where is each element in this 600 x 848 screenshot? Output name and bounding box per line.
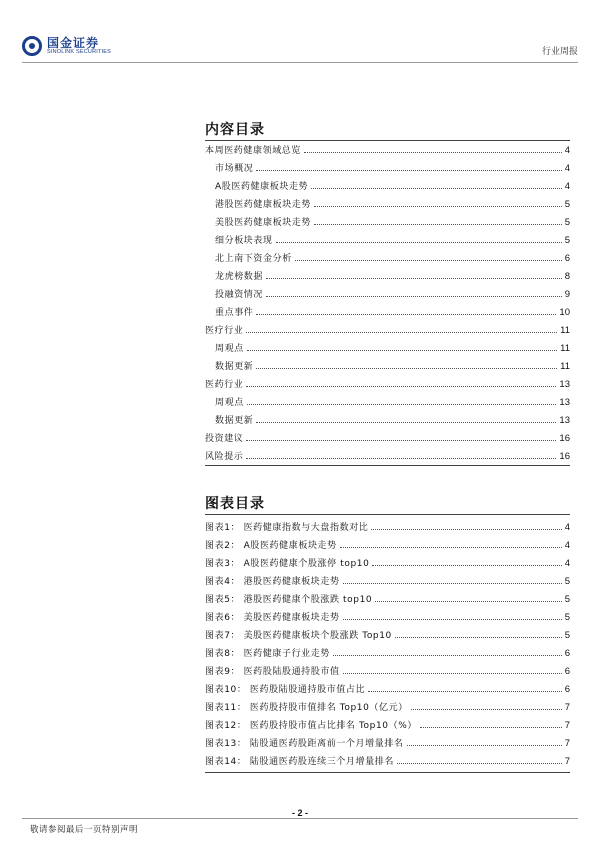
footer-divider <box>22 818 578 819</box>
figure-entry-page: 7 <box>564 720 570 731</box>
toc-entry-label: 龙虎榜数据 <box>215 272 264 282</box>
figure-entry[interactable] <box>205 587 570 605</box>
figure-entry-label: 图表5： 港股医药健康个股涨跌 top10 <box>205 595 373 605</box>
toc-entry-label: 医药行业 <box>205 380 244 390</box>
figure-entry-label: 图表13： 陆股通医药股距离前一个月增量排名 <box>205 739 404 749</box>
dot-leader <box>246 439 556 441</box>
toc-entry-label: 风险提示 <box>205 452 244 462</box>
figure-entry[interactable] <box>205 533 570 551</box>
page-number: - 2 - <box>291 808 308 818</box>
toc-entry-page: 13 <box>559 415 570 426</box>
figure-entry[interactable] <box>205 677 570 695</box>
dot-leader <box>314 205 562 207</box>
dot-leader <box>407 744 562 746</box>
dot-leader <box>256 421 556 423</box>
toc-entry-page: 8 <box>564 271 570 282</box>
dot-leader <box>371 528 561 530</box>
figure-entry-label: 图表2： A股医药健康板块走势 <box>205 541 337 551</box>
dot-leader <box>340 546 562 548</box>
dot-leader <box>266 295 562 297</box>
toc-entry-page: 13 <box>559 379 570 390</box>
toc-entry[interactable] <box>205 372 570 390</box>
toc-entry[interactable] <box>205 156 570 174</box>
figure-entry-page: 6 <box>564 684 570 695</box>
figure-entry[interactable] <box>205 731 570 749</box>
toc-entry[interactable] <box>205 264 570 282</box>
dot-leader <box>333 654 562 656</box>
dot-leader <box>276 241 562 243</box>
toc-title: 内容目录 <box>205 122 265 138</box>
toc-entry-page: 4 <box>564 163 570 174</box>
company-logo <box>22 36 111 56</box>
figure-entry-page: 7 <box>564 756 570 767</box>
toc-entry-label: 北上南下资金分析 <box>215 254 292 264</box>
figure-entry-label: 图表11： 医药股持股市值排名 Top10（亿元） <box>205 703 408 713</box>
toc-entry-label: 投资建议 <box>205 434 244 444</box>
toc-entry[interactable] <box>205 408 570 426</box>
figure-entry[interactable] <box>205 515 570 533</box>
dot-leader <box>295 259 562 261</box>
toc-entry-label: 数据更新 <box>215 416 254 426</box>
figure-entry-page: 7 <box>564 738 570 749</box>
dot-leader <box>247 403 557 405</box>
dot-leader <box>266 277 562 279</box>
toc-entry-page: 4 <box>564 181 570 192</box>
figure-entry[interactable] <box>205 695 570 713</box>
toc-entry-page: 13 <box>559 397 570 408</box>
figure-entry[interactable] <box>205 623 570 641</box>
toc-entry-label: 周观点 <box>215 398 244 408</box>
toc-entry[interactable] <box>205 210 570 228</box>
toc-entry[interactable] <box>205 138 570 156</box>
dot-leader <box>314 223 562 225</box>
logo-cn-text: 国金证券 <box>47 35 100 50</box>
figure-entry-label: 图表1： 医药健康指数与大盘指数对比 <box>205 523 369 533</box>
dot-leader <box>397 762 562 764</box>
toc-entry-label: 数据更新 <box>215 362 254 372</box>
report-type: 行业周报 <box>541 47 578 57</box>
figure-entry-label: 图表9： 医药股陆股通持股市值 <box>205 667 340 677</box>
figures-list <box>205 515 570 767</box>
toc-entry-page: 5 <box>564 235 570 246</box>
toc-entry-page: 11 <box>560 361 570 372</box>
toc-entry-label: 重点事件 <box>215 308 254 318</box>
toc-entry-label: 周观点 <box>215 344 244 354</box>
toc-entry-page: 5 <box>564 217 570 228</box>
toc-entry[interactable] <box>205 336 570 354</box>
dot-leader <box>256 169 561 171</box>
dot-leader <box>311 187 562 189</box>
dot-leader <box>246 457 556 459</box>
toc-entry[interactable] <box>205 246 570 264</box>
disclaimer-note: 敬请参阅最后一页特别声明 <box>30 825 139 835</box>
toc-entry-label: 美股医药健康板块走势 <box>215 218 312 228</box>
figure-entry[interactable] <box>205 569 570 587</box>
figures-title: 图表目录 <box>205 496 265 512</box>
dot-leader <box>256 367 557 369</box>
toc-entry-page: 16 <box>559 451 570 462</box>
figure-entry-page: 5 <box>564 576 570 587</box>
toc-entry[interactable] <box>205 174 570 192</box>
dot-leader <box>304 151 562 153</box>
toc-entry[interactable] <box>205 426 570 444</box>
toc-entry-label: A股医药健康板块走势 <box>215 182 309 192</box>
toc-entry[interactable] <box>205 318 570 336</box>
page-header <box>0 0 600 68</box>
figure-entry-page: 4 <box>564 540 570 551</box>
dot-leader <box>420 726 562 728</box>
figure-entry[interactable] <box>205 641 570 659</box>
toc-entry[interactable] <box>205 300 570 318</box>
toc-entry-label: 市场概况 <box>215 164 254 174</box>
toc-entry[interactable] <box>205 390 570 408</box>
figure-entry-page: 4 <box>564 558 570 569</box>
toc-entry-page: 10 <box>559 307 570 318</box>
figure-entry-page: 5 <box>564 594 570 605</box>
toc-bottom-rule <box>205 465 570 466</box>
toc-entry-page: 11 <box>560 325 570 336</box>
figures-bottom-rule <box>205 772 570 773</box>
figure-entry-label: 图表4： 港股医药健康板块走势 <box>205 577 340 587</box>
dot-leader <box>368 690 562 692</box>
toc-entry[interactable] <box>205 282 570 300</box>
toc-entry-label: 本周医药健康领域总览 <box>205 146 302 156</box>
figure-entry-label: 图表12： 医药股持股市值占比排名 Top10（%） <box>205 721 417 731</box>
figure-entry-page: 6 <box>564 648 570 659</box>
figure-entry-page: 5 <box>564 612 570 623</box>
toc-entry-page: 11 <box>560 343 570 354</box>
dot-leader <box>343 672 562 674</box>
toc-entry[interactable] <box>205 228 570 246</box>
dot-leader <box>256 313 556 315</box>
dot-leader <box>343 618 562 620</box>
figure-entry-label: 图表3： A股医药健康个股涨停 top10 <box>205 559 370 569</box>
toc-entry-page: 4 <box>564 145 570 156</box>
toc-entry-page: 16 <box>559 433 570 444</box>
figure-entry-label: 图表7： 美股医药健康板块个股涨跌 Top10 <box>205 631 392 641</box>
toc-entry-label: 投融资情况 <box>215 290 264 300</box>
figure-entry-label: 图表14： 陆股通医药股连续三个月增量排名 <box>205 757 394 767</box>
logo-en-text: SINOLINK SECURITIES <box>47 48 112 55</box>
header-divider <box>22 62 578 63</box>
toc-entry[interactable] <box>205 444 570 462</box>
toc-entry[interactable] <box>205 354 570 372</box>
figure-entry-label: 图表8： 医药健康子行业走势 <box>205 649 330 659</box>
figure-entry[interactable] <box>205 749 570 767</box>
dot-leader <box>411 708 562 710</box>
figure-entry[interactable] <box>205 659 570 677</box>
figure-entry-page: 5 <box>564 630 570 641</box>
figure-entry-page: 6 <box>564 666 570 677</box>
dot-leader <box>372 564 561 566</box>
figure-entry[interactable] <box>205 551 570 569</box>
figure-entry[interactable] <box>205 713 570 731</box>
toc-entry-page: 5 <box>564 199 570 210</box>
toc-list <box>205 138 570 462</box>
dot-leader <box>246 331 557 333</box>
toc-entry-label: 细分板块表现 <box>215 236 273 246</box>
toc-entry[interactable] <box>205 192 570 210</box>
dot-leader <box>343 582 562 584</box>
figure-entry-page: 4 <box>564 522 570 533</box>
dot-leader <box>246 385 556 387</box>
toc-entry-page: 9 <box>564 289 570 300</box>
logo-icon <box>22 36 42 56</box>
dot-leader <box>395 636 562 638</box>
dot-leader <box>247 349 557 351</box>
figure-entry-label: 图表10： 医药股陆股通持股市值占比 <box>205 685 366 695</box>
figure-entry-label: 图表6： 美股医药健康板块走势 <box>205 613 340 623</box>
toc-entry-page: 6 <box>564 253 570 264</box>
toc-entry-label: 医疗行业 <box>205 326 244 336</box>
figure-entry[interactable] <box>205 605 570 623</box>
dot-leader <box>375 600 561 602</box>
figure-entry-page: 7 <box>564 702 570 713</box>
toc-entry-label: 港股医药健康板块走势 <box>215 200 312 210</box>
